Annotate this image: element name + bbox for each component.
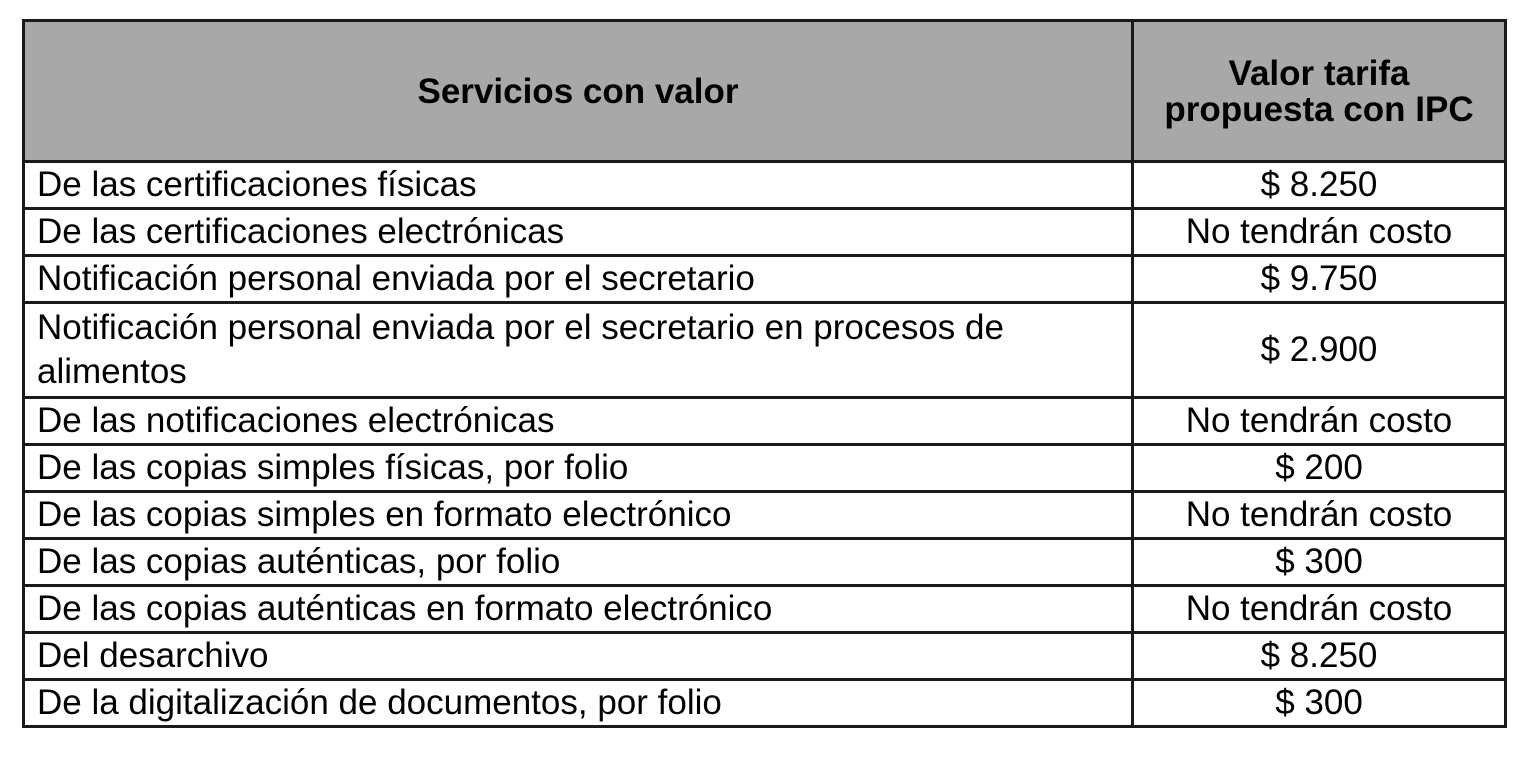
rate-cell: No tendrán costo: [1133, 492, 1506, 539]
table-row: [24, 209, 1506, 256]
table-row: [24, 445, 1506, 492]
rate-cell: $ 2.900: [1133, 303, 1506, 398]
service-cell: De las copias simples físicas, por folio: [24, 445, 1133, 492]
service-cell: De las copias auténticas, por folio: [24, 539, 1133, 586]
rate-cell: $ 8.250: [1133, 162, 1506, 209]
rate-cell: $ 300: [1133, 539, 1506, 586]
service-cell: De las certificaciones físicas: [24, 162, 1133, 209]
service-cell: De las certificaciones electrónicas: [24, 209, 1133, 256]
table-row: [24, 539, 1506, 586]
table-row: [24, 162, 1506, 209]
rate-cell: $ 8.250: [1133, 633, 1506, 680]
table-body: [24, 162, 1506, 727]
service-cell: De las copias simples en formato electrónico: [24, 492, 1133, 539]
service-cell: Notificación personal enviada por el secretario: [24, 256, 1133, 303]
table-header: [24, 21, 1506, 162]
table-row: [24, 680, 1506, 727]
header-row: [24, 21, 1506, 162]
rate-cell: $ 200: [1133, 445, 1506, 492]
service-cell: De las notificaciones electrónicas: [24, 398, 1133, 445]
table-row: [24, 303, 1506, 398]
header-service: Servicios con valor: [24, 21, 1133, 162]
table-row: [24, 586, 1506, 633]
document: [22, 19, 1507, 728]
table-row: [24, 492, 1506, 539]
table-row: [24, 633, 1506, 680]
header-rate: Valor tarifa propuesta con IPC: [1133, 21, 1506, 162]
service-cell: De la digitalización de documentos, por folio: [24, 680, 1133, 727]
table-row: [24, 398, 1506, 445]
rate-cell: No tendrán costo: [1133, 586, 1506, 633]
rate-cell: No tendrán costo: [1133, 398, 1506, 445]
tariff-table: [22, 19, 1507, 728]
rate-cell: No tendrán costo: [1133, 209, 1506, 256]
service-cell: Notificación personal enviada por el secretario en procesos de alimentos: [24, 303, 1133, 398]
service-cell: De las copias auténticas en formato electrónico: [24, 586, 1133, 633]
rate-cell: $ 9.750: [1133, 256, 1506, 303]
service-cell: Del desarchivo: [24, 633, 1133, 680]
rate-cell: $ 300: [1133, 680, 1506, 727]
table-row: [24, 256, 1506, 303]
